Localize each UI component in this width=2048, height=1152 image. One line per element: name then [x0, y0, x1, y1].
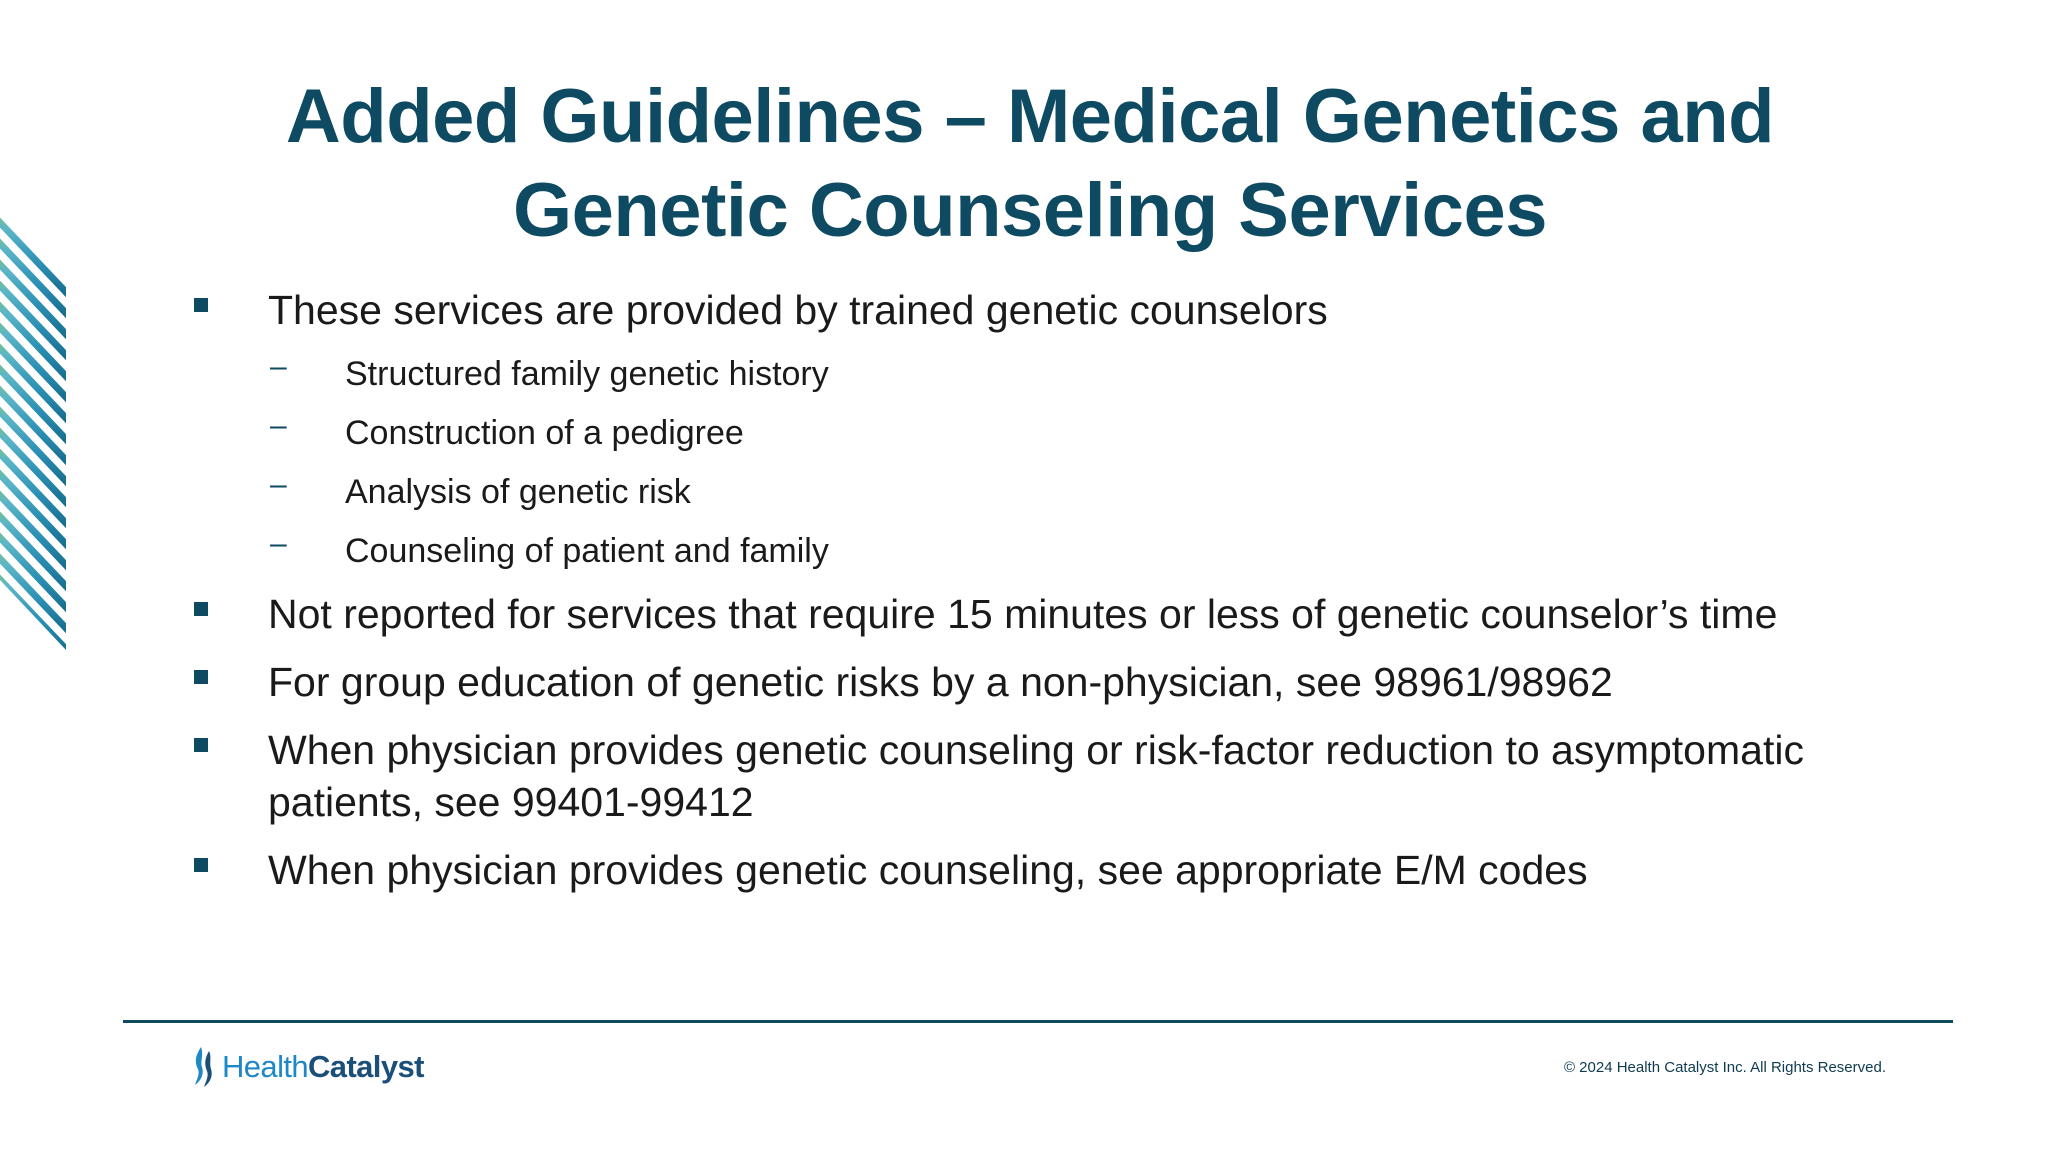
dash-bullet-icon: – [270, 409, 287, 442]
square-bullet-icon [194, 298, 208, 312]
copyright-notice: © 2024 Health Catalyst Inc. All Rights Reserved. [1563, 1059, 1886, 1076]
square-bullet-icon [194, 602, 208, 616]
logo-catalyst-text: Catalyst [308, 1049, 424, 1084]
sub-bullet-text: Counseling of patient and family [345, 532, 829, 570]
dash-bullet-icon: – [270, 468, 287, 501]
bullet-item [190, 656, 1970, 708]
bullet-text: When physician provides genetic counseling or risk-factor reduction to asymptomatic patients, see 99401-99412 [268, 727, 1804, 825]
bullet-text: Not reported for services that require 15 minutes or less of genetic counselor’s time [268, 591, 1778, 637]
bullet-text: When physician provides genetic counseling, see appropriate E/M codes [268, 847, 1588, 893]
logo-wordmark [222, 1045, 424, 1089]
bullet-item [190, 588, 1970, 640]
square-bullet-icon [194, 738, 208, 752]
dash-bullet-icon: – [270, 350, 287, 383]
sub-bullet-text: Construction of a pedigree [345, 414, 744, 452]
bullet-item [190, 724, 1970, 828]
bullet-item [190, 844, 1970, 896]
decorative-stripes [0, 210, 70, 660]
logo-health-text: Health [222, 1049, 309, 1084]
bullet-item [190, 284, 1970, 336]
sub-bullet-item [190, 470, 1970, 514]
bullet-text: These services are provided by trained genetic counselors [268, 287, 1328, 333]
footer-divider [123, 1020, 1953, 1023]
health-catalyst-logo [192, 1044, 424, 1090]
bullet-list [190, 284, 1970, 912]
sub-bullet-item [190, 352, 1970, 396]
title-line-1: Added Guidelines – Medical Genetics and [285, 74, 1775, 159]
square-bullet-icon [194, 670, 208, 684]
slide-title [150, 70, 1910, 258]
sub-bullet-text: Structured family genetic history [345, 355, 829, 393]
bullet-text: For group education of genetic risks by a non-physician, see 98961/98962 [268, 659, 1613, 705]
sub-bullet-list [190, 352, 1970, 573]
flame-logo-icon [192, 1045, 218, 1089]
title-line-2: Genetic Counseling Services [513, 168, 1547, 253]
sub-bullet-item [190, 411, 1970, 455]
square-bullet-icon [194, 858, 208, 872]
sub-bullet-text: Analysis of genetic risk [345, 473, 691, 511]
dash-bullet-icon: – [270, 527, 287, 560]
sub-bullet-item [190, 529, 1970, 573]
